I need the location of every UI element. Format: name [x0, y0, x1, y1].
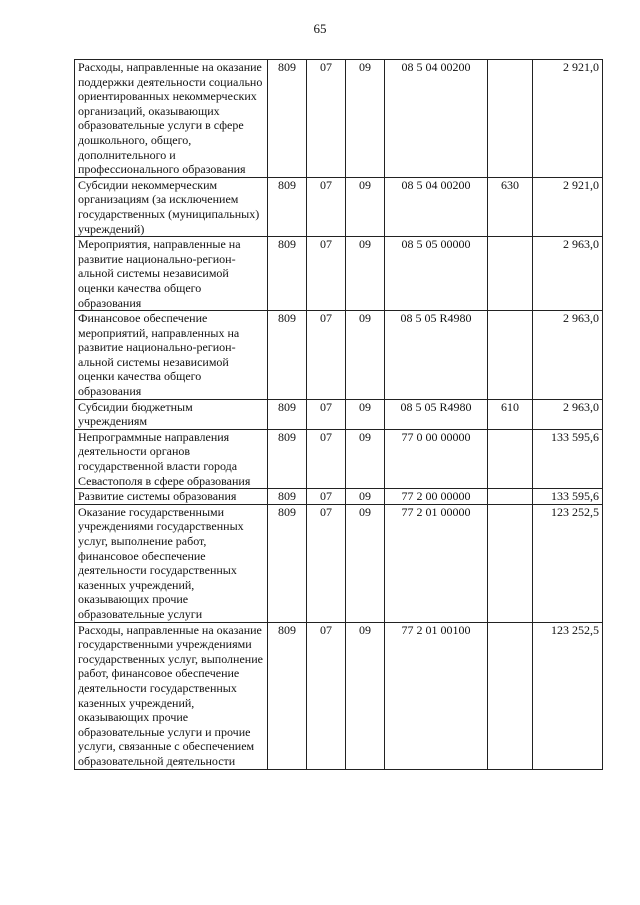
- table-row: [75, 177, 603, 236]
- table-row: [75, 429, 603, 488]
- expense-type-code-cell: [488, 489, 533, 505]
- administrator-code-cell: 809: [268, 429, 307, 488]
- amount-cell: 133 595,6: [533, 429, 603, 488]
- subsection-code-cell: 09: [346, 489, 385, 505]
- expense-name-cell: Оказание государственными учреждениями государственных услуг, выполнение работ, финансовое обеспечение деятельности государственных казенных учреждений, оказывающих прочие образовательные услуги: [75, 504, 268, 622]
- budget-table: [74, 59, 603, 770]
- expense-type-code-cell: [488, 504, 533, 622]
- amount-cell: 123 252,5: [533, 504, 603, 622]
- administrator-code-cell: 809: [268, 311, 307, 400]
- amount-cell: 2 921,0: [533, 177, 603, 236]
- table-row: [75, 622, 603, 769]
- expense-type-code-cell: 610: [488, 399, 533, 429]
- expense-name-cell: Развитие системы образования: [75, 489, 268, 505]
- section-code-cell: 07: [307, 399, 346, 429]
- target-article-code-cell: 77 2 01 00000: [385, 504, 488, 622]
- table-row: [75, 489, 603, 505]
- expense-type-code-cell: [488, 237, 533, 311]
- expense-type-code-cell: 630: [488, 177, 533, 236]
- section-code-cell: 07: [307, 429, 346, 488]
- administrator-code-cell: 809: [268, 237, 307, 311]
- section-code-cell: 07: [307, 311, 346, 400]
- section-code-cell: 07: [307, 622, 346, 769]
- expense-type-code-cell: [488, 60, 533, 178]
- administrator-code-cell: 809: [268, 622, 307, 769]
- subsection-code-cell: 09: [346, 237, 385, 311]
- target-article-code-cell: 77 0 00 00000: [385, 429, 488, 488]
- subsection-code-cell: 09: [346, 429, 385, 488]
- amount-cell: 123 252,5: [533, 622, 603, 769]
- table-row: [75, 60, 603, 178]
- expense-name-cell: Непрограммные направления деятельности органов государственной власти города Севастополя в сфере образования: [75, 429, 268, 488]
- subsection-code-cell: 09: [346, 311, 385, 400]
- amount-cell: 133 595,6: [533, 489, 603, 505]
- administrator-code-cell: 809: [268, 399, 307, 429]
- section-code-cell: 07: [307, 504, 346, 622]
- section-code-cell: 07: [307, 489, 346, 505]
- subsection-code-cell: 09: [346, 177, 385, 236]
- expense-name-cell: Финансовое обеспечение мероприятий, направленных на развитие национально-региональной системы независимой оценки качества общего образования: [75, 311, 268, 400]
- expense-name-cell: Расходы, направленные на оказание государственными учреждениями государственных услуг, выполнение работ, финансовое обеспечение деятельности государственных казенных учреждений, оказывающих прочие образовательные услуги и прочие услуги, связанные с обеспечением образовательной деятельности: [75, 622, 268, 769]
- target-article-code-cell: 08 5 04 00200: [385, 60, 488, 178]
- administrator-code-cell: 809: [268, 60, 307, 178]
- subsection-code-cell: 09: [346, 504, 385, 622]
- expense-name-cell: Субсидии бюджетным учреждениям: [75, 399, 268, 429]
- target-article-code-cell: 08 5 04 00200: [385, 177, 488, 236]
- budget-table-body: [75, 60, 603, 770]
- table-row: [75, 504, 603, 622]
- administrator-code-cell: 809: [268, 489, 307, 505]
- amount-cell: 2 963,0: [533, 399, 603, 429]
- section-code-cell: 07: [307, 177, 346, 236]
- table-row: [75, 311, 603, 400]
- expense-name-cell: Мероприятия, направленные на развитие национально-региональной системы независимой оценки качества общего образования: [75, 237, 268, 311]
- expense-type-code-cell: [488, 622, 533, 769]
- subsection-code-cell: 09: [346, 622, 385, 769]
- expense-name-cell: Субсидии некоммерческим организациям (за исключением государственных (муниципальных) учреждений): [75, 177, 268, 236]
- amount-cell: 2 963,0: [533, 237, 603, 311]
- amount-cell: 2 921,0: [533, 60, 603, 178]
- subsection-code-cell: 09: [346, 399, 385, 429]
- section-code-cell: 07: [307, 237, 346, 311]
- section-code-cell: 07: [307, 60, 346, 178]
- target-article-code-cell: 77 2 01 00100: [385, 622, 488, 769]
- target-article-code-cell: 77 2 00 00000: [385, 489, 488, 505]
- target-article-code-cell: 08 5 05 R4980: [385, 311, 488, 400]
- page-number: 65: [313, 21, 327, 36]
- subsection-code-cell: 09: [346, 60, 385, 178]
- table-row: [75, 237, 603, 311]
- administrator-code-cell: 809: [268, 504, 307, 622]
- amount-cell: 2 963,0: [533, 311, 603, 400]
- expense-type-code-cell: [488, 429, 533, 488]
- table-row: [75, 399, 603, 429]
- administrator-code-cell: 809: [268, 177, 307, 236]
- target-article-code-cell: 08 5 05 00000: [385, 237, 488, 311]
- target-article-code-cell: 08 5 05 R4980: [385, 399, 488, 429]
- expense-name-cell: Расходы, направленные на оказание поддержки деятельности социально ориентированных некоммерческих организаций, оказывающих образовательные услуги в сфере дошкольного, общего, дополнительного и профессионального образования: [75, 60, 268, 178]
- expense-type-code-cell: [488, 311, 533, 400]
